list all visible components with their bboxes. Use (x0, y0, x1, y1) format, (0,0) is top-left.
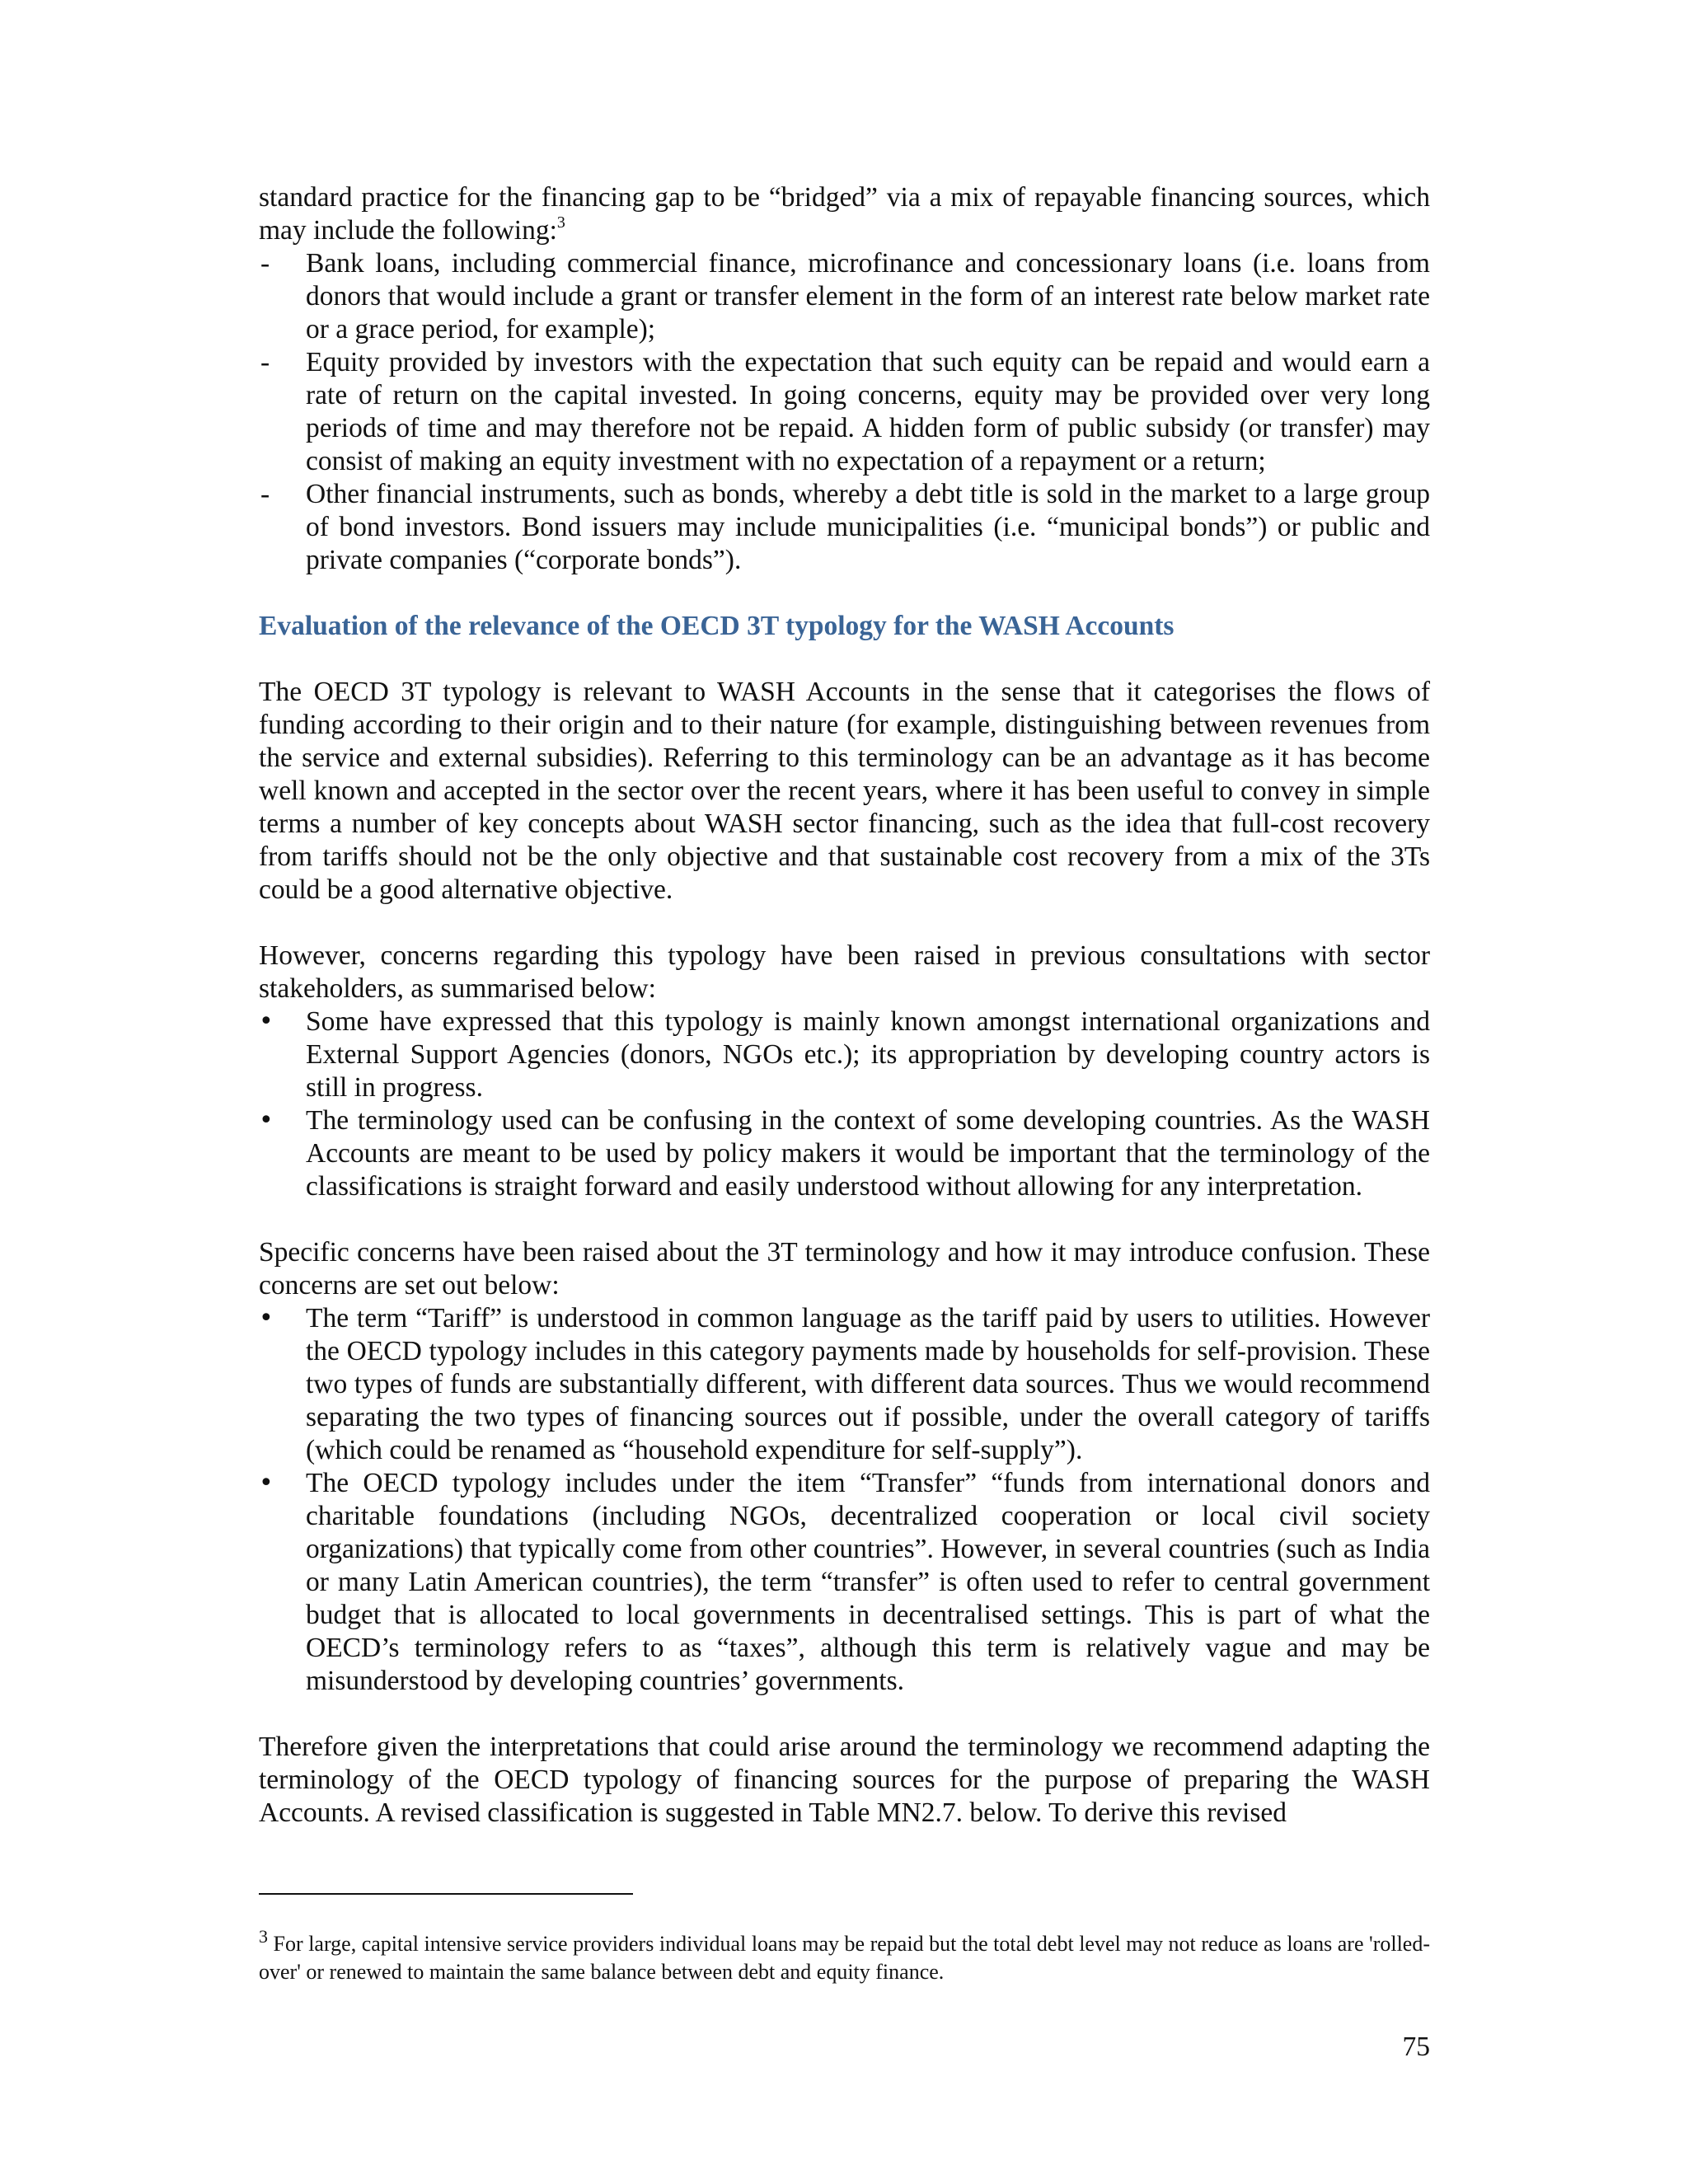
footnote (259, 1926, 1431, 1986)
list-item (259, 1005, 1430, 1104)
concerns-list (259, 1005, 1430, 1203)
list-item (259, 1104, 1430, 1203)
list-item-text: The terminology used can be confusing in the context of some developing countries. As the WASH Accounts are meant to be used by policy makers it would be important that the terminology of the classifications is straight forward and easily understood without allowing for any interpretation. (306, 1105, 1430, 1202)
list-item-text: Other financial instruments, such as bonds, whereby a debt title is sold in the market to a large group of bond investors. Bond issuers may include municipalities (i.e. “municipal bonds”) or public and private companies (“corporate bonds”). (306, 479, 1430, 575)
dash-marker: - (260, 479, 270, 509)
bullet-marker: • (259, 1007, 274, 1036)
bullet-marker: • (259, 1106, 274, 1135)
list-item (259, 478, 1430, 577)
financing-sources-list (259, 247, 1430, 577)
dash-marker: - (260, 347, 270, 377)
bullet-marker: • (259, 1304, 274, 1333)
list-item-text: Some have expressed that this typology is mainly known amongst international organizations and External Support Agencies (donors, NGOs etc.); its appropriation by developing country actors is still in progress. (306, 1006, 1430, 1103)
footnote-number: 3 (259, 1926, 268, 1947)
section-heading: Evaluation of the relevance of the OECD 3T typology for the WASH Accounts (259, 611, 1175, 641)
dash-marker: - (260, 248, 270, 279)
list-item (259, 247, 1430, 346)
bullet-marker: • (259, 1469, 274, 1497)
page-number: 75 (1402, 2032, 1430, 2062)
list-item-text: The term “Tariff” is understood in common language as the tariff paid by users to utilities. However the OECD typology includes in this category payments made by households for self-provision. These two types of funds are substantially different, with different data sources. Thus we would recommend separating the two types of financing sources out if possible, under the overall category of tariffs (which could be renamed as “household expenditure for self-supply”). (306, 1303, 1430, 1465)
conclusion-paragraph: Therefore given the interpretations that could arise around the terminology we recommend adapting the terminology of the OECD typology of financing sources for the purpose of preparing the WASH Accounts. A revised classification is suggested in Table MN2.7. below. To derive this revised (259, 1732, 1430, 1828)
footnote-separator (259, 1893, 633, 1895)
list-item (259, 1302, 1430, 1467)
concerns-intro-paragraph: However, concerns regarding this typology have been raised in previous consultations with sector stakeholders, as summarised below: (259, 940, 1430, 1004)
list-item-text: Equity provided by investors with the expectation that such equity can be repaid and would earn a rate of return on the capital invested. In going concerns, equity may be provided over very long periods of time and may therefore not be repaid. A hidden form of public subsidy (or transfer) may consist of making an equity investment with no expectation of a repayment or a return; (306, 347, 1430, 476)
page-body (259, 181, 1430, 1830)
list-item-text: The OECD typology includes under the item “Transfer” “funds from international donors and charitable foundations (including NGOs, decentralized cooperation or local civil society organizations) that typically come from other countries”. However, in several countries (such as India or many Latin American countries), the term “transfer” is often used to refer to central government budget that is allocated to local governments in decentralised settings. This is part of what the OECD’s terminology refers to as “taxes”, although this term is relatively vague and may be misunderstood by developing countries’ governments. (306, 1468, 1430, 1696)
specific-intro-paragraph: Specific concerns have been raised about the 3T terminology and how it may introduce confusion. These concerns are set out below: (259, 1237, 1430, 1301)
list-item (259, 1467, 1430, 1698)
intro-paragraph (259, 181, 1430, 247)
list-item (259, 346, 1430, 478)
intro-text: standard practice for the financing gap to be “bridged” via a mix of repayable financing sources, which may include the following: (259, 182, 1430, 246)
footnote-text: For large, capital intensive service providers individual loans may be repaid but the total debt level may not reduce as loans are 'rolled-over' or renewed to maintain the same balance between debt and equity finance. (259, 1932, 1431, 1984)
list-item-text: Bank loans, including commercial finance, microfinance and concessionary loans (i.e. loans from donors that would include a grant or transfer element in the form of an interest rate below market rate or a grace period, for example); (306, 248, 1430, 344)
specific-concerns-list (259, 1302, 1430, 1698)
relevance-paragraph: The OECD 3T typology is relevant to WASH Accounts in the sense that it categorises the flows of funding according to their origin and to their nature (for example, distinguishing between revenues from the service and external subsidies). Referring to this terminology can be an advantage as it has become well known and accepted in the sector over the recent years, where it has been useful to convey in simple terms a number of key concepts about WASH sector financing, such as the idea that full-cost recovery from tariffs should not be the only objective and that sustainable cost recovery from a mix of the 3Ts could be a good alternative objective. (259, 677, 1430, 905)
footnote-ref[interactable]: 3 (556, 213, 565, 232)
